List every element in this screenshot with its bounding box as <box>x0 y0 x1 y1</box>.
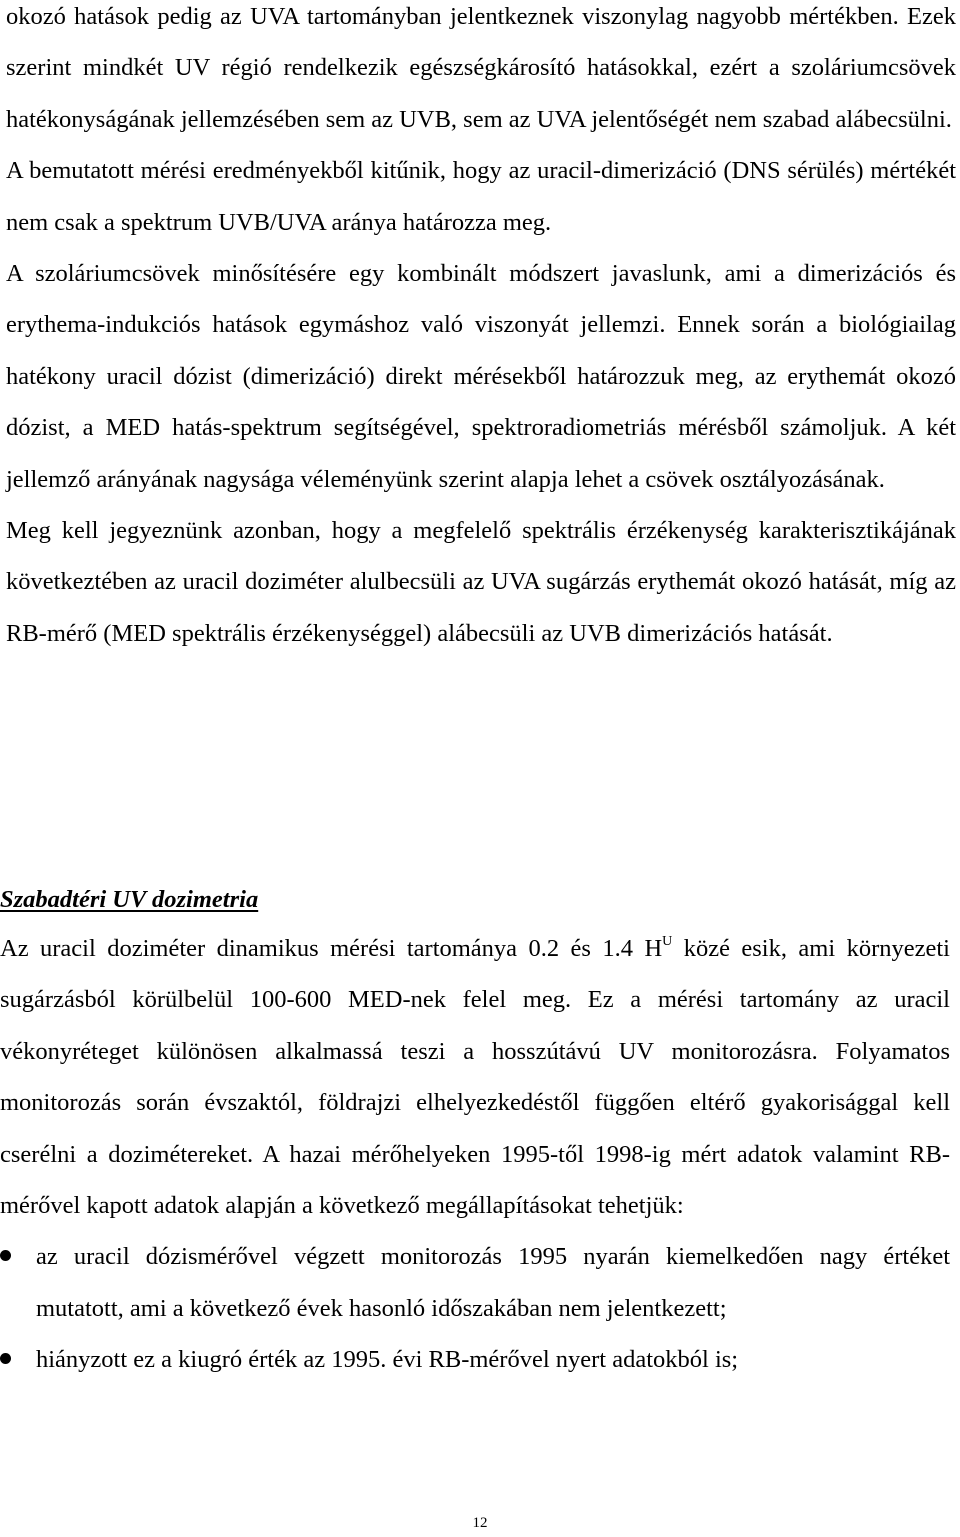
section-body <box>0 923 950 1386</box>
list-item-text: hiányzott ez a kiugró érték az 1995. évi RB-mérővel nyert adatokból is; <box>36 1346 739 1374</box>
paragraph-uracil-dimerization: A bemutatott mérési eredményekből kitűnik, hogy az uracil-dimerizáció (DNS sérülés) mértékét nem csak a spektrum UVB/UVA aránya határozza meg. <box>6 157 956 236</box>
list-item-text: az uracil dózismérővel végzett monitorozás 1995 nyarán kiemelkedően nagy értéket mutatott, ami a következő évek hasonló időszakában nem jelentkezett; <box>36 1243 950 1322</box>
bullet-icon <box>0 1250 11 1261</box>
intro-text-start: Az uracil doziméter dinamikus mérési tartománya 0.2 és 1.4 H <box>0 935 663 962</box>
paragraph-uva-uvb-effects: okozó hatások pedig az UVA tartományban jelentkeznek viszonylag nagyobb mértékben. Ezek szerint mindkét UV régió rendelkezik egészségkárosító hatásokkal, ezért a szoláriumcsövek hatékonyságának jellemzésében sem az UVB, sem az UVA jelentőségét nem szabad alábecsülni. <box>6 3 956 133</box>
section-intro-paragraph <box>0 923 950 1231</box>
list-item <box>0 1231 950 1334</box>
section-heading: Szabadtéri UV dozimetria <box>0 886 259 913</box>
findings-list <box>0 1231 950 1385</box>
bullet-icon <box>0 1353 11 1364</box>
list-item <box>0 1334 950 1385</box>
intro-text-end: közé esik, ami környezeti sugárzásból körülbelül 100-600 MED-nek felel meg. Ez a mérési tartomány az uracil vékonyréteget különösen alkalmassá teszi a hosszútávú UV monitorozásra. Folyamatos monitorozás során évszaktól, földrajzi elhelyezkedéstől függően eltérő gyakorisággal kell cserélni a dozimétereket. A hazai mérőhelyeken 1995-től 1998-ig mért adatok valamint RB-mérővel kapott adatok alapján a következő megállapításokat tehetjük: <box>0 935 950 1220</box>
paragraph-sensitivity-note: Meg kell jegyeznünk azonban, hogy a megfelelő spektrális érzékenység karakterisztikájának következtében az uracil doziméter alulbecsüli az UVA sugárzás erythemát okozó hatását, míg az RB-mérő (MED spektrális érzékenységgel) alábecsüli az UVB dimerizációs hatását. <box>6 517 956 647</box>
unit-superscript: U <box>662 934 673 949</box>
paragraph-combined-method: A szoláriumcsövek minősítésére egy kombinált módszert javaslunk, ami a dimerizációs és erythema-indukciós hatások egymáshoz való viszonyát jellemzi. Ennek során a biológiailag hatékony uracil dózist (dimerizáció) direkt mérésekből határozzuk meg, az erythemát okozó dózist, a MED hatás-spektrum segítségével, spektroradiometriás mérésből számoljuk. A két jellemző arányának nagysága véleményünk szerint alapja lehet a csövek osztályozásának. <box>6 260 956 493</box>
document-page <box>6 0 956 659</box>
page-number: 12 <box>472 1515 488 1531</box>
